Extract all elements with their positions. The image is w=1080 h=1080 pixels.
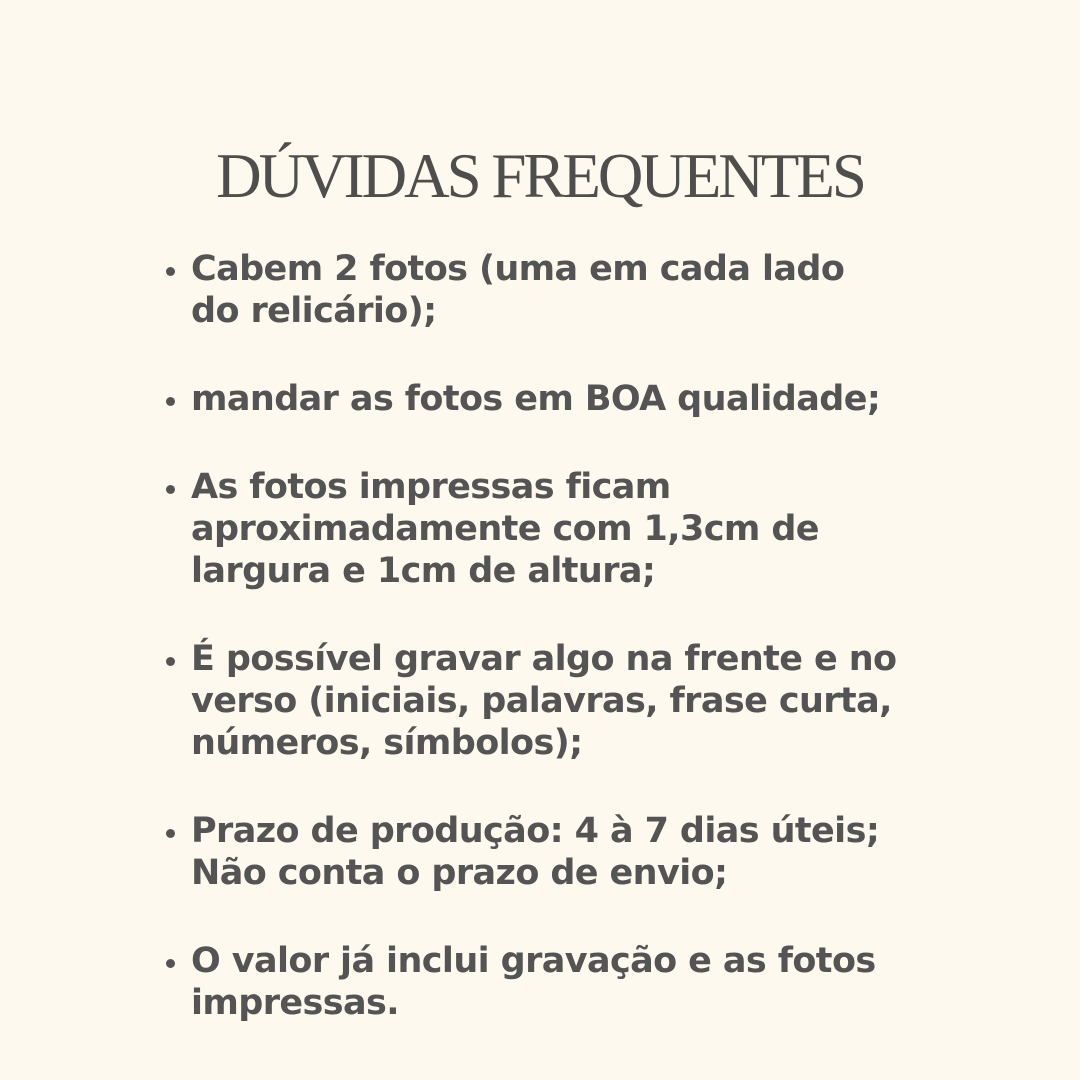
page-title: DÚVIDAS FREQUENTES	[216, 141, 864, 211]
faq-item-price	[160, 940, 1020, 1024]
faq-line: números, símbolos);	[191, 723, 583, 763]
faq-line: Cabem 2 fotos (uma em cada lado	[191, 249, 845, 289]
faq-item-photo-size	[160, 466, 1020, 592]
bullet-icon	[166, 267, 175, 276]
faq-line: aproximadamente com 1,3cm de	[191, 509, 819, 549]
faq-line: É possível gravar algo na frente e no	[191, 639, 897, 679]
faq-item-photo-count	[160, 248, 1020, 332]
faq-list	[160, 248, 1020, 1070]
faq-line: verso (iniciais, palavras, frase curta,	[191, 681, 892, 721]
faq-line: largura e 1cm de altura;	[191, 551, 656, 591]
faq-item-production-time	[160, 810, 1020, 894]
faq-line: do relicário);	[191, 291, 437, 331]
faq-line: O valor já inclui gravação e as fotos	[191, 941, 876, 981]
faq-item-photo-quality	[160, 378, 1020, 420]
bullet-icon	[166, 485, 175, 494]
faq-line: mandar as fotos em BOA qualidade;	[191, 379, 881, 419]
faq-item-engraving	[160, 638, 1020, 764]
faq-line: impressas.	[191, 983, 399, 1023]
faq-line: Prazo de produção: 4 à 7 dias úteis;	[191, 811, 880, 851]
bullet-icon	[166, 657, 175, 666]
bullet-icon	[166, 397, 175, 406]
faq-line: Não conta o prazo de envio;	[191, 853, 728, 893]
bullet-icon	[166, 959, 175, 968]
bullet-icon	[166, 829, 175, 838]
faq-line: As fotos impressas ficam	[191, 467, 671, 507]
